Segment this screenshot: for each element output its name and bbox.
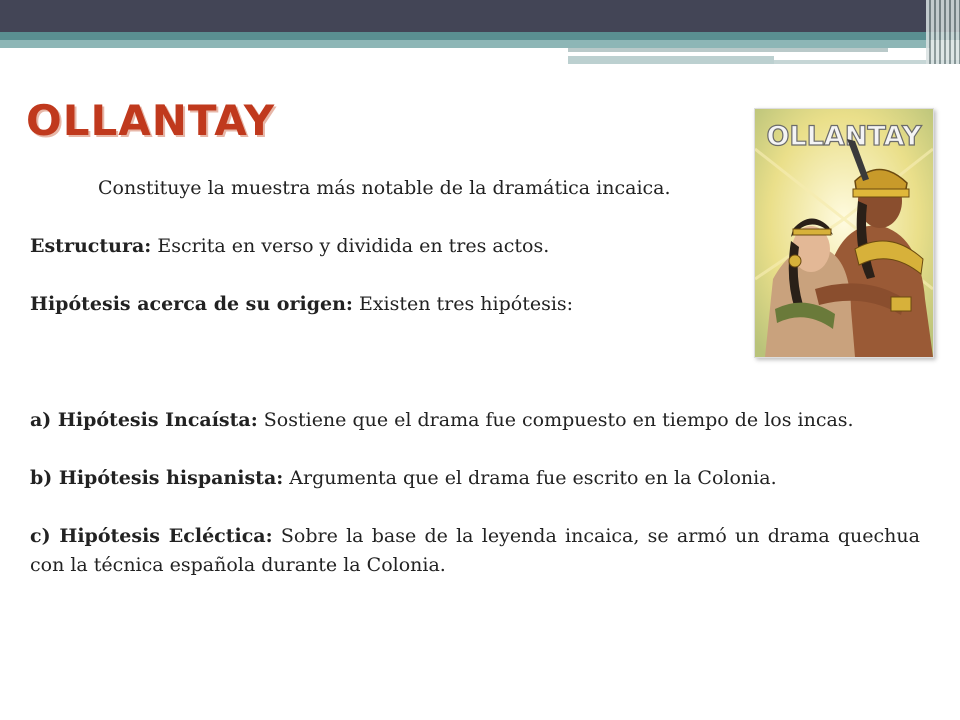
- hipotesis-item-text: Argumenta que el drama fue escrito en la Colonia.: [283, 467, 777, 489]
- hipotesis-item-c: [30, 522, 920, 580]
- estructura-label: Estructura:: [30, 235, 152, 257]
- header-bar-light-teal: [0, 40, 930, 48]
- hipotesis-label: Hipótesis acerca de su origen:: [30, 293, 353, 315]
- header-accent-line: [568, 48, 888, 52]
- estructura-text: Escrita en verso y dividida en tres actos.: [151, 235, 550, 257]
- slide-title: OLLANTAY: [26, 96, 276, 145]
- header-bar-teal: [0, 32, 960, 40]
- hipotesis-item-a: [30, 406, 920, 435]
- header-accent-block: [568, 56, 774, 64]
- cover-title-text: OLLANTAY: [766, 121, 922, 152]
- hipotesis-item-label: b) Hipótesis hispanista:: [30, 467, 284, 489]
- hipotesis-item-b: [30, 464, 920, 493]
- intro-paragraph: Constituye la muestra más notable de la dramática incaica.: [98, 177, 671, 199]
- ollantay-cover-image: [754, 108, 934, 358]
- hipotesis-item-label: c) Hipótesis Ecléctica:: [30, 525, 273, 547]
- hipotesis-item-text: Sobre la base de la leyenda incaica, se armó un drama quechua con la técnica española durante la Colonia.: [30, 525, 920, 576]
- header-bar-dark: [0, 0, 960, 32]
- hipotesis-text: Existen tres hipótesis:: [352, 293, 574, 315]
- hipotesis-item-label: a) Hipótesis Incaísta:: [30, 409, 258, 431]
- hipotesis-item-text: Sostiene que el drama fue compuesto en tiempo de los incas.: [257, 409, 854, 431]
- header-stripes: [926, 0, 960, 64]
